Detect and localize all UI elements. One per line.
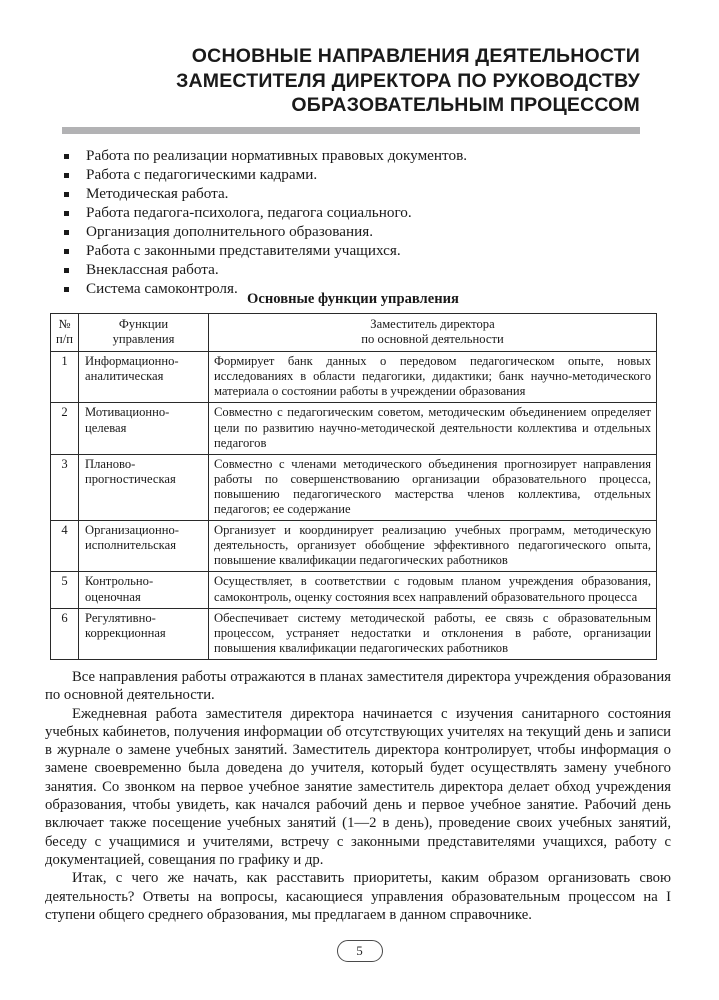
list-item [62,185,662,203]
cell-number: 6 [51,608,79,659]
list-item-label: Работа с законными представителями учащихся. [86,242,401,259]
column-header-description [209,314,657,352]
list-item [62,147,662,165]
cell-description: Организует и координирует реализацию учебных программ, методическую деятельность, организует обобщение эффективного педагогического опыта, повышение квалификации педагогических работников [209,521,657,572]
column-header-description-line-1: Заместитель директора [370,317,495,331]
list-item-label: Система самоконтроля. [86,280,238,297]
list-item-label: Работа с педагогическими кадрами. [86,166,318,183]
title-block [62,44,640,134]
table-body [51,352,657,660]
list-item [62,261,662,279]
body-paragraph: Все направления работы отражаются в планах заместителя директора учреждения образования по основной деятельности. [45,669,671,704]
page-number [0,940,719,962]
list-item-label: Работа по реализации нормативных правовых документов. [86,147,468,164]
list-item-label: Организация дополнительного образования. [86,223,373,240]
page-number-value: 5 [337,940,383,962]
list-item [62,242,662,260]
bullet-square-icon [64,192,69,197]
cell-function: Информационно-аналитическая [79,352,209,403]
page-title-line-1: ОСНОВНЫЕ НАПРАВЛЕНИЯ ДЕЯТЕЛЬНОСТИ [191,45,640,67]
table-header-row [51,314,657,352]
body-paragraph: Ежедневная работа заместителя директора начинается с изучения санитарного состояния учебных кабинетов, получения информации об отсутствующих учителях на текущий день и записи в журнале о замене учебных занятий. Заместитель директора контролирует, чтобы информация о замене своевременно была доведена до учителя, который будет осуществлять замену учебного занятия. Со звонком на первое учебное занятие заместитель директора делает обход учреждения образования, чтобы увидеть, как начался рабочий день и первое учебное занятие. Рабочий день включает также посещение учебных занятий (1—2 в день), проведение своих учебных занятий, беседу с учащимися и учителями, встречу с законными представителями учащихся, работу с документацией, совещания по графику и др. [45,705,671,868]
list-item-label: Внеклассная работа. [86,261,219,278]
column-header-number-line-1: № [58,317,71,331]
column-header-function-line-2: управления [112,332,175,347]
table-row [51,454,657,520]
bullet-square-icon [64,154,69,159]
table-row [51,521,657,572]
activity-directions-list [62,147,662,299]
cell-number: 5 [51,572,79,608]
table-row [51,403,657,454]
cell-function: Планово-прогностическая [79,454,209,520]
bullet-square-icon [64,249,69,254]
cell-description: Осуществляет, в соответствии с годовым планом учреждения образования, самоконтроль, оценку состояния всех направлений образовательного процесса [209,572,657,608]
column-header-number [51,314,79,352]
column-header-function-line-1: Функции [118,317,169,331]
title-divider-rule [62,127,640,134]
table-header [51,314,657,352]
body-paragraph: Итак, с чего же начать, как расставить приоритеты, каким образом организовать свою деятельность? Ответы на вопросы, касающиеся управления образовательным процессом на I ступени общего среднего образования, мы предлагаем в данном справочнике. [45,870,671,923]
cell-description: Формирует банк данных о передовом педагогическом опыте, новых исследованиях в области педагогики, дидактики; банк научно-методического материала о состоянии работы в учреждении образования [209,352,657,403]
cell-function: Организационно-исполнительская [79,521,209,572]
cell-function: Контрольно-оценочная [79,572,209,608]
cell-function: Регулятивно-коррекционная [79,608,209,659]
list-item [62,166,662,184]
table-row [51,608,657,659]
cell-number: 4 [51,521,79,572]
list-item-label: Методическая работа. [86,185,229,202]
cell-description: Совместно с членами методического объединения прогнозирует направления работы по совершенствованию организации образовательного процесса, повышению педагогического мастерства членов коллектива, отдельных педагогов; ее содержание [209,454,657,520]
list-item [62,223,662,241]
bullet-square-icon [64,230,69,235]
cell-function: Мотивационно-целевая [79,403,209,454]
page-title [62,44,640,118]
page-title-line-2: ЗАМЕСТИТЕЛЯ ДИРЕКТОРА ПО РУКОВОДСТВУ [176,69,640,92]
column-header-description-line-2: по основной деятельности [361,332,504,347]
column-header-function [79,314,209,352]
table-caption: Основные функции управления [247,291,459,307]
page-title-line-3: ОБРАЗОВАТЕЛЬНЫМ ПРОЦЕССОМ [291,94,640,116]
cell-number: 3 [51,454,79,520]
cell-description: Обеспечивает систему методической работы, ее связь с образовательным процессом, устраняет недостатки и отклонения в работе, организации повышения квалификации педагогических работников [209,608,657,659]
management-functions-table [50,313,657,660]
cell-number: 1 [51,352,79,403]
bullet-square-icon [64,211,69,216]
column-header-number-line-2: п/п [56,332,73,347]
list-item-label: Работа педагога-психолога, педагога социального. [86,204,412,221]
bullet-square-icon [64,268,69,273]
list-item [62,204,662,222]
body-text [45,668,671,924]
bullet-square-icon [64,173,69,178]
cell-description: Совместно с педагогическим советом, методическим объединением определяет цели по развитию научно-методической деятельности коллектива и отдельных педагогов [209,403,657,454]
table-row [51,352,657,403]
cell-number: 2 [51,403,79,454]
table-row [51,572,657,608]
